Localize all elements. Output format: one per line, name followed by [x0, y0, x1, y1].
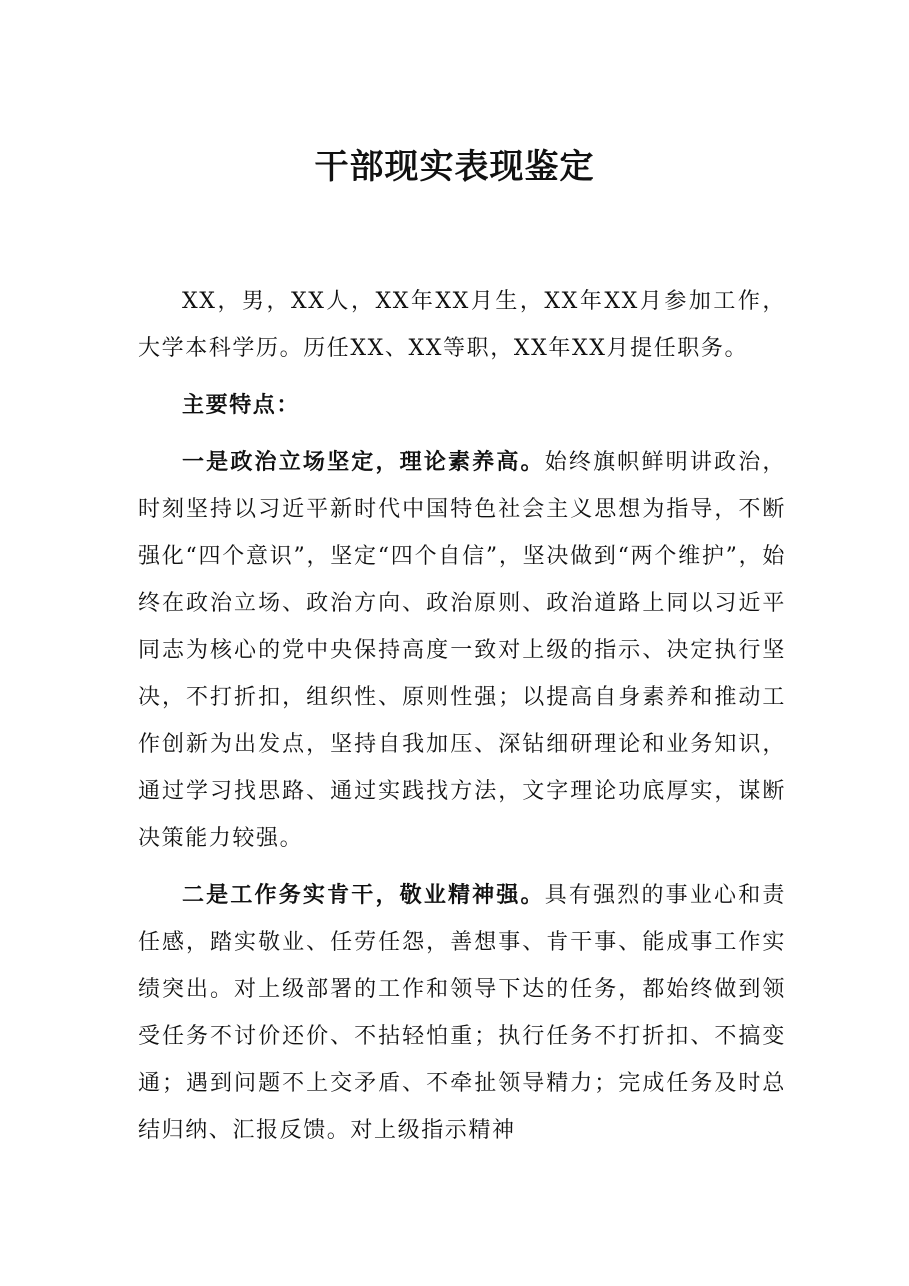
document-body [138, 278, 786, 1154]
section-heading: 主要特点： [182, 392, 301, 418]
point-paragraph-1 [138, 439, 786, 862]
point-paragraph-2 [138, 872, 786, 1154]
point-lead-2: 二是工作务实肯干，敬业精神强。 [182, 882, 545, 908]
point-text-1: 始终旗帜鲜明讲政治，时刻坚持以习近平新时代中国特色社会主义思想为指导，不断强化“四个意识”，坚定“四个自信”，坚决做到“两个维护”，始终在政治立场、政治方向、政治原则、政治道路上同以习近平同志为核心的党中央保持高度一致对上级的指示、决定执行坚决，不打折扣，组织性、原则性强；以提高自身素养和推动工作创新为出发点，坚持自我加压、深钻细研理论和业务知识，通过学习找思路、通过实践找方法，文字理论功底厚实，谋断决策能力较强。 [138, 450, 786, 851]
point-lead-1: 一是政治立场坚定，理论素养高。 [182, 449, 545, 475]
point-text-2: 具有强烈的事业心和责任感，踏实敬业、任劳任怨，善想事、肯干事、能成事工作实绩突出。对上级部署的工作和领导下达的任务，都始终做到领受任务不讨价还价、不拈轻怕重；执行任务不打折扣、不搞变通；遇到问题不上交矛盾、不牵扯领导精力；完成任务及时总结归纳、汇报反馈。对上级指示精神 [138, 883, 786, 1143]
intro-paragraph: XX，男，XX人，XX年XX月生，XX年XX月参加工作，大学本科学历。历任XX、XX等职，XX年XX月提任职务。 [138, 289, 786, 361]
document-title: 干部现实表现鉴定 [314, 147, 595, 187]
